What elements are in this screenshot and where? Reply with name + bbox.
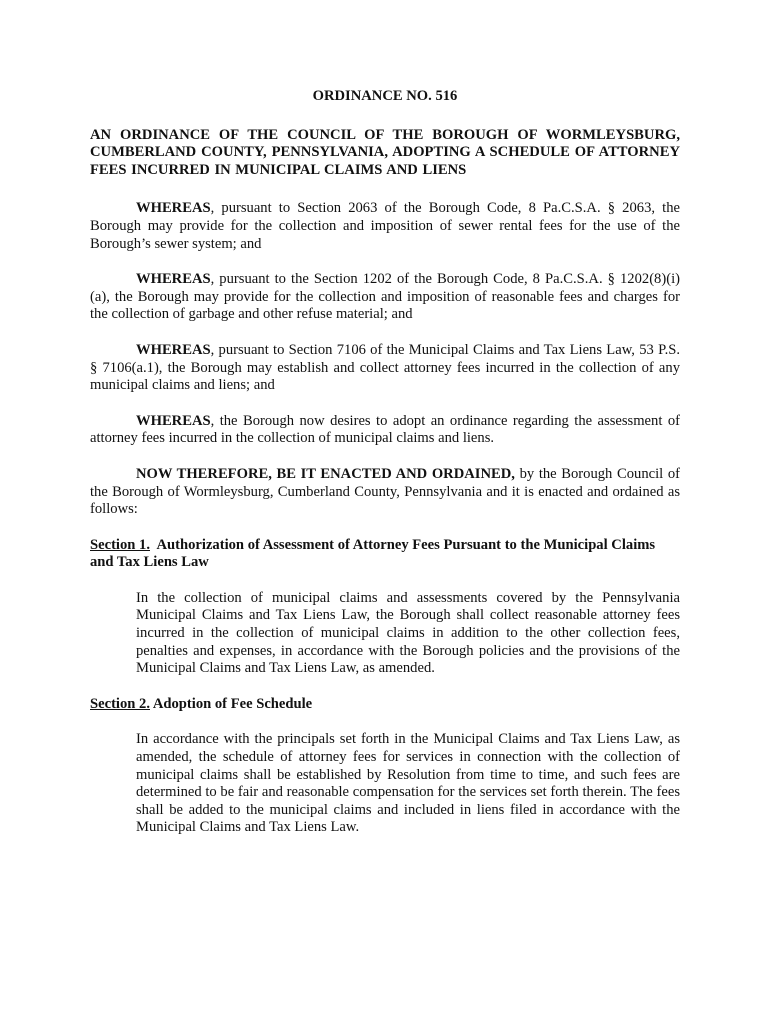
whereas-clause-1 (90, 200, 680, 253)
section-2-number: Section 2. (90, 695, 150, 712)
section-2-title: Adoption of Fee Schedule (150, 695, 313, 712)
section-2-heading (90, 696, 680, 714)
whereas-lead: WHEREAS (136, 341, 211, 358)
whereas-text: , pursuant to Section 7106 of the Municipal Claims and Tax Liens Law, 53 P.S. § 7106(a.1), the Borough may establish and collect attorney fees incurred in the collection of any municipal claims and liens; and (90, 341, 680, 394)
ordinance-title: ORDINANCE NO. 516 (312, 88, 458, 104)
section-2-body: In accordance with the principals set forth in the Municipal Claims and Tax Liens Law, as amended, the schedule of attorney fees for services in connection with the collection of municipal claims shall be established by Resolution from time to time, and such fees are determined to be fair and reasonable compensation for the services set forth therein. The fees shall be added to the municipal claims and included in liens filed in accordance with the Municipal Claims and Tax Liens Law. (136, 731, 680, 836)
whereas-lead: WHEREAS (136, 200, 211, 217)
whereas-text: , pursuant to Section 2063 of the Borough Code, 8 Pa.C.S.A. § 2063, the Borough may provide for the collection and imposition of sewer rental fees for the use of the Borough’s sewer system; and (90, 200, 680, 252)
ordinance-heading: AN ORDINANCE OF THE COUNCIL OF THE BOROUGH OF WORMLEYSBURG, CUMBERLAND COUNTY, PENNSYLVANIA, ADOPTING A SCHEDULE OF ATTORNEY FEES INCURRED IN MUNICIPAL CLAIMS AND LIENS (90, 126, 680, 178)
whereas-text: , the Borough now desires to adopt an ordinance regarding the assessment of attorney fees incurred in the collection of municipal claims and liens. (90, 412, 680, 447)
enactment-lead: NOW THEREFORE, BE IT ENACTED AND ORDAINED, (136, 465, 515, 482)
section-1-title: Authorization of Assessment of Attorney Fees Pursuant to the Municipal Claims and Tax Liens Law (90, 536, 659, 571)
whereas-clause-3 (90, 342, 680, 395)
section-1-body: In the collection of municipal claims and assessments covered by the Pennsylvania Municipal Claims and Tax Liens Law, the Borough shall collect reasonable attorney fees incurred in the collection of municipal claims in addition to the other collection fees, penalties and expenses, in accordance with the Borough policies and the provisions of the Municipal Claims and Tax Liens Law, as amended. (136, 589, 680, 677)
whereas-clause-2 (90, 271, 680, 324)
whereas-lead: WHEREAS (136, 412, 211, 429)
section-1-number: Section 1. (90, 536, 150, 553)
ordinance-document (90, 88, 680, 855)
whereas-text: , pursuant to the Section 1202 of the Borough Code, 8 Pa.C.S.A. § 1202(8)(i)(a), the Borough may provide for the collection and imposition of reasonable fees and charges for the collection of garbage and other refuse material; and (90, 271, 680, 323)
enactment-text: by the Borough Council of the Borough of Wormleysburg, Cumberland County, Pennsylvania and it is enacted and ordained as follows: (90, 465, 680, 518)
whereas-lead: WHEREAS (136, 271, 211, 288)
whereas-clause-4 (90, 413, 680, 448)
enactment-clause (90, 466, 680, 519)
section-1-heading (90, 537, 680, 572)
